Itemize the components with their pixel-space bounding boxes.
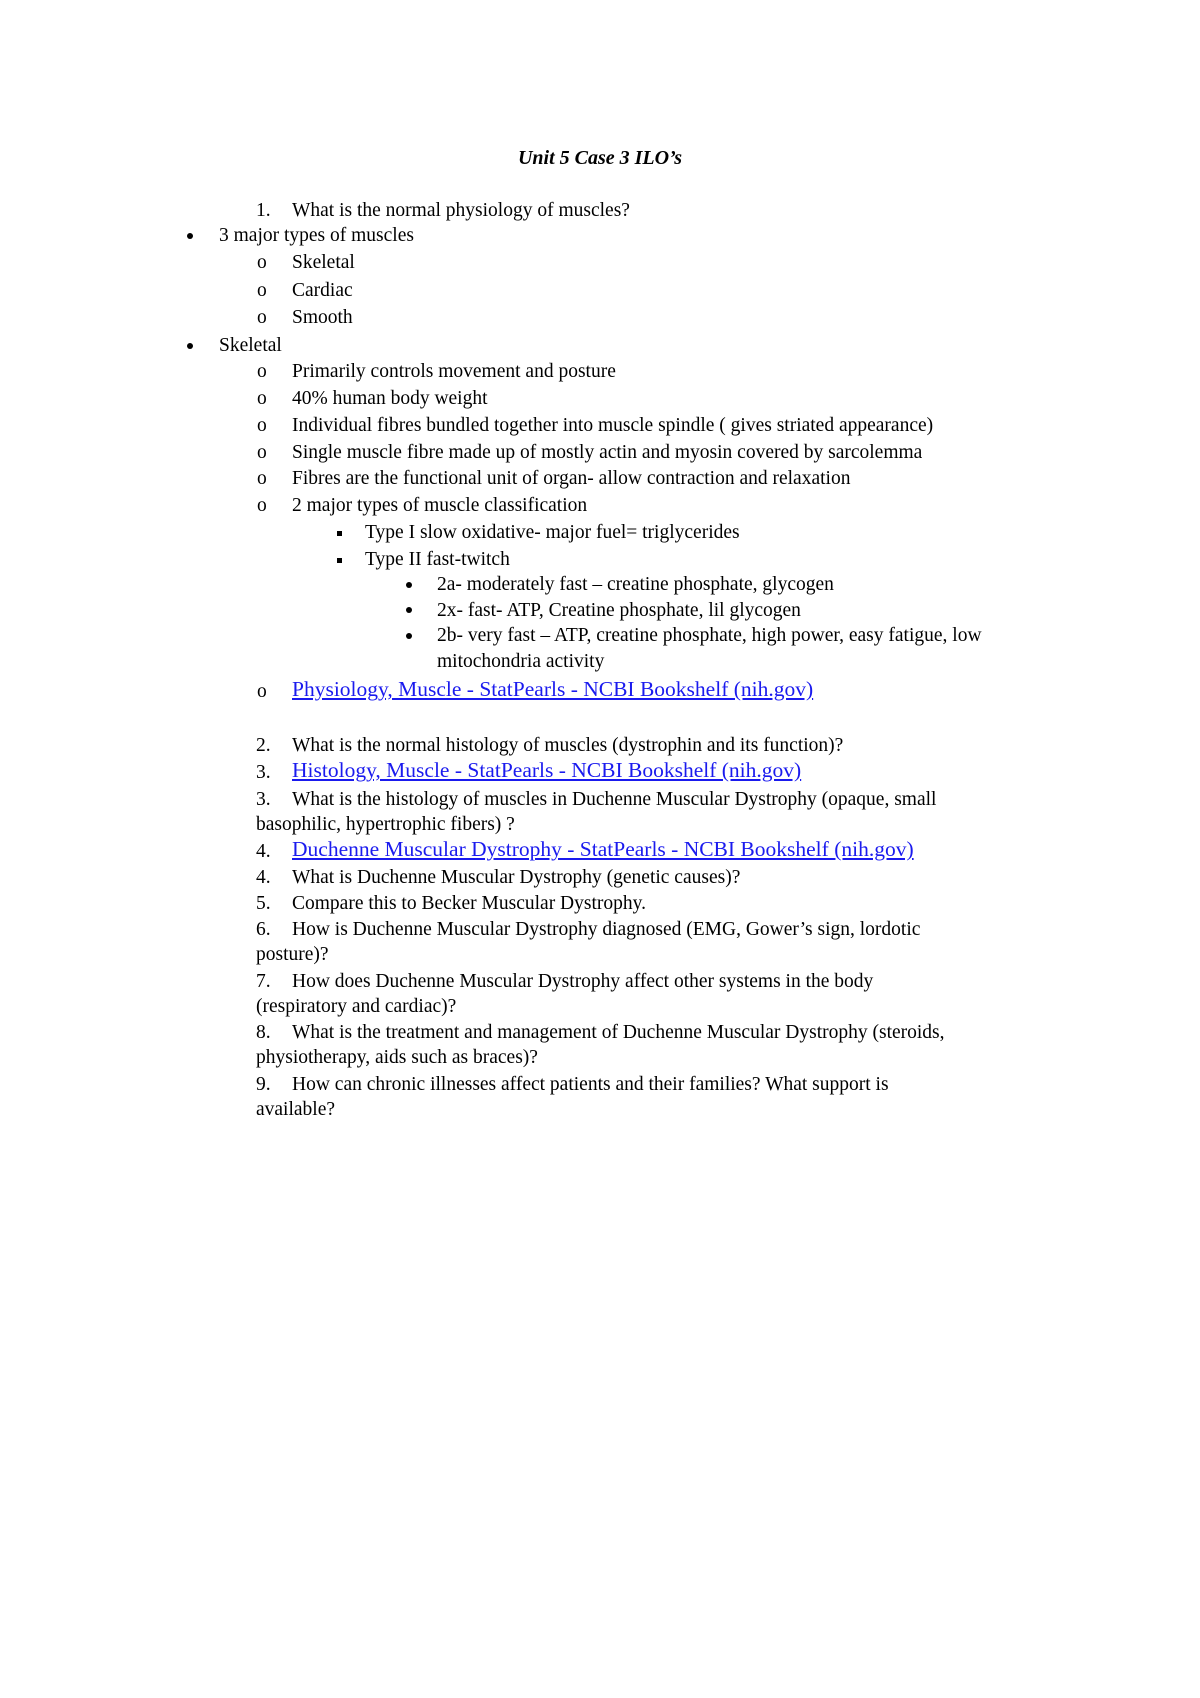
question-number: 5. bbox=[256, 893, 271, 914]
list-item: Smooth bbox=[292, 307, 353, 328]
question-text: What is the treatment and management of Duchenne Muscular Dystrophy (steroids, bbox=[292, 1022, 945, 1043]
question-number: 9. bbox=[256, 1074, 271, 1095]
sub-bullet-marker: o bbox=[257, 681, 267, 702]
sub-bullet-marker: o bbox=[257, 442, 267, 463]
list-item: Type II fast-twitch bbox=[365, 549, 510, 570]
question-text-continuation: physiotherapy, aids such as braces)? bbox=[256, 1047, 538, 1068]
question-text-continuation: (respiratory and cardiac)? bbox=[256, 996, 457, 1017]
sub-bullet-marker: o bbox=[257, 280, 267, 301]
square-bullet-icon bbox=[337, 558, 342, 563]
list-item-continuation: mitochondria activity bbox=[437, 651, 605, 672]
bullet-text: Skeletal bbox=[219, 335, 282, 356]
question-number: 3. bbox=[256, 762, 271, 783]
question-number: 4. bbox=[256, 867, 271, 888]
bullet-text: 3 major types of muscles bbox=[219, 225, 414, 246]
question-text: Compare this to Becker Muscular Dystrophy. bbox=[292, 893, 646, 914]
bullet-icon bbox=[187, 343, 193, 349]
question-number: 8. bbox=[256, 1022, 271, 1043]
sub-bullet-marker: o bbox=[257, 415, 267, 436]
list-item: Cardiac bbox=[292, 280, 353, 301]
list-item: Individual fibres bundled together into muscle spindle ( gives striated appearance) bbox=[292, 415, 934, 436]
bullet-icon bbox=[406, 633, 412, 639]
list-item: Single muscle fibre made up of mostly actin and myosin covered by sarcolemma bbox=[292, 442, 923, 463]
list-item: Fibres are the functional unit of organ- allow contraction and relaxation bbox=[292, 468, 851, 489]
bullet-icon bbox=[187, 233, 193, 239]
list-item: Primarily controls movement and posture bbox=[292, 361, 616, 382]
square-bullet-icon bbox=[337, 531, 342, 536]
question-number: 6. bbox=[256, 919, 271, 940]
question-number: 7. bbox=[256, 971, 271, 992]
list-item: 2a- moderately fast – creatine phosphate, glycogen bbox=[437, 574, 834, 595]
question-text: How does Duchenne Muscular Dystrophy affect other systems in the body bbox=[292, 971, 874, 992]
bullet-icon bbox=[406, 607, 412, 613]
list-item: Type I slow oxidative- major fuel= triglycerides bbox=[365, 522, 740, 543]
sub-bullet-marker: o bbox=[257, 388, 267, 409]
question-text-continuation: posture)? bbox=[256, 944, 329, 965]
sub-bullet-marker: o bbox=[257, 468, 267, 489]
question-text: How is Duchenne Muscular Dystrophy diagnosed (EMG, Gower’s sign, lordotic bbox=[292, 919, 921, 940]
question-text: What is Duchenne Muscular Dystrophy (genetic causes)? bbox=[292, 867, 741, 888]
list-item: 2b- very fast – ATP, creatine phosphate, high power, easy fatigue, low bbox=[437, 625, 982, 646]
question-number: 3. bbox=[256, 789, 271, 810]
question-number: 1. bbox=[256, 200, 271, 221]
link-physiology-muscle[interactable]: Physiology, Muscle - StatPearls - NCBI Bookshelf (nih.gov) bbox=[292, 677, 814, 701]
sub-bullet-marker: o bbox=[257, 252, 267, 273]
document-title: Unit 5 Case 3 ILO’s bbox=[517, 147, 683, 169]
list-item: 2x- fast- ATP, Creatine phosphate, lil glycogen bbox=[437, 600, 801, 621]
question-text-continuation: basophilic, hypertrophic fibers) ? bbox=[256, 814, 515, 835]
sub-bullet-marker: o bbox=[257, 307, 267, 328]
link-histology-muscle[interactable]: Histology, Muscle - StatPearls - NCBI Bookshelf (nih.gov) bbox=[292, 758, 802, 782]
link-duchenne-muscular-dystrophy[interactable]: Duchenne Muscular Dystrophy - StatPearls - NCBI Bookshelf (nih.gov) bbox=[292, 837, 914, 861]
list-item: 40% human body weight bbox=[292, 388, 488, 409]
question-number: 4. bbox=[256, 841, 271, 862]
question-text: What is the normal histology of muscles (dystrophin and its function)? bbox=[292, 735, 844, 756]
question-text: How can chronic illnesses affect patients and their families? What support is bbox=[292, 1074, 889, 1095]
question-text: What is the histology of muscles in Duchenne Muscular Dystrophy (opaque, small bbox=[292, 789, 937, 810]
question-number: 2. bbox=[256, 735, 271, 756]
question-text: What is the normal physiology of muscles? bbox=[292, 200, 630, 221]
question-text-continuation: available? bbox=[256, 1099, 336, 1120]
sub-bullet-marker: o bbox=[257, 495, 267, 516]
sub-bullet-marker: o bbox=[257, 361, 267, 382]
list-item: 2 major types of muscle classification bbox=[292, 495, 588, 516]
list-item: Skeletal bbox=[292, 252, 355, 273]
bullet-icon bbox=[406, 582, 412, 588]
